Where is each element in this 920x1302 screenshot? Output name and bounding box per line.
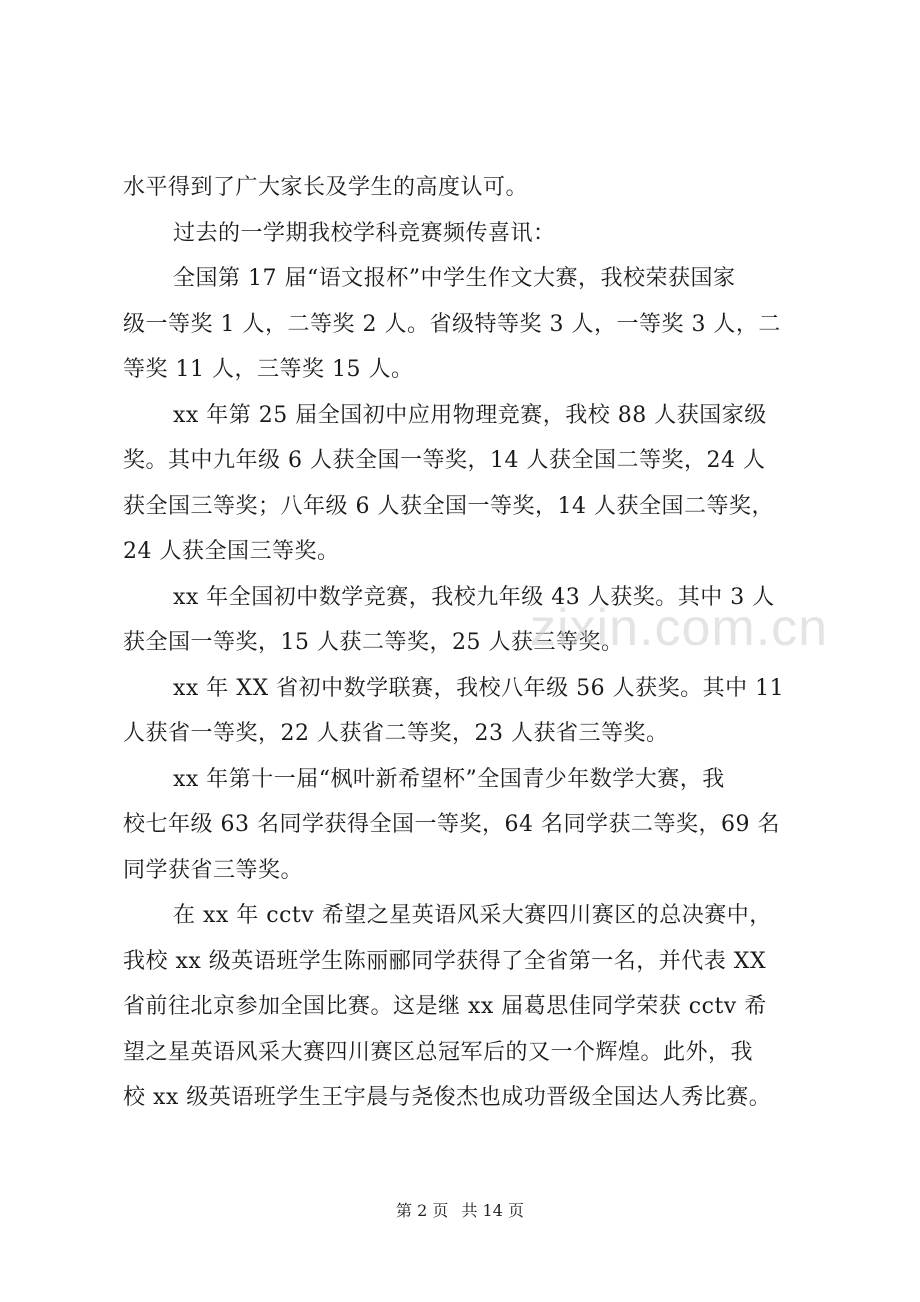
text-line: 奖。其中九年级 6 人获全国一等奖，14 人获全国二等奖，24 人 [123,448,766,473]
text-line: 过去的一学期我校学科竞赛频传喜讯： [173,220,556,246]
page-number: 第 2 页 [396,1201,449,1220]
text-line: xx 年全国初中数学竞赛，我校九年级 43 人获奖。其中 3 人 [173,584,775,610]
text-line: 等奖 11 人，三等奖 15 人。 [123,357,414,382]
text-line: 在 xx 年 cctv 希望之星英语风采大赛四川赛区的总决赛中， [173,903,772,928]
text-line: 同学获省三等奖。 [123,857,304,883]
text-line: 水平得到了广大家长及学生的高度认可。 [123,175,529,200]
page-total: 共 14 页 [461,1201,524,1220]
text-line: xx 年第 25 届全国初中应用物理竞赛，我校 88 人获国家级 [173,402,767,428]
text-line: xx 年第十一届“枫叶新希望杯”全国青少年数学大赛，我 [173,766,725,792]
text-line: 校七年级 63 名同学获得全国一等奖，64 名同学获二等奖，69 名 [123,812,780,837]
text-line: 望之星英语风采大赛四川赛区总冠军后的又一个辉煌。此外，我 [123,1039,754,1065]
text-line: 获全国一等奖，15 人获二等奖，25 人获三等奖。 [123,630,624,655]
text-line: 全国第 17 届“语文报杯”中学生作文大赛，我校荣获国家 [173,266,736,291]
text-line: 级一等奖 1 人，二等奖 2 人。省级特等奖 3 人，一等奖 3 人，二 [123,311,781,337]
text-line: xx 年 XX 省初中数学联赛，我校八年级 56 人获奖。其中 11 [173,675,785,701]
text-line: 校 xx 级英语班学生王宇晨与尧俊杰也成功晋级全国达人秀比赛。 [123,1085,772,1110]
watermark: zixin.com.cn [530,599,829,657]
text-line: 获全国三等奖；八年级 6 人获全国一等奖，14 人获全国二等奖， [123,493,774,519]
text-line: 省前往北京参加全国比赛。这是继 xx 届葛思佳同学荣获 cctv 希 [123,994,767,1019]
text-line: 人获省一等奖，22 人获省二等奖，23 人获省三等奖。 [123,721,669,746]
text-line: 我校 xx 级英语班学生陈丽郦同学获得了全省第一名，并代表 XX [123,948,767,974]
text-line: 24 人获全国三等奖。 [123,539,340,564]
page-footer [0,1198,920,1221]
